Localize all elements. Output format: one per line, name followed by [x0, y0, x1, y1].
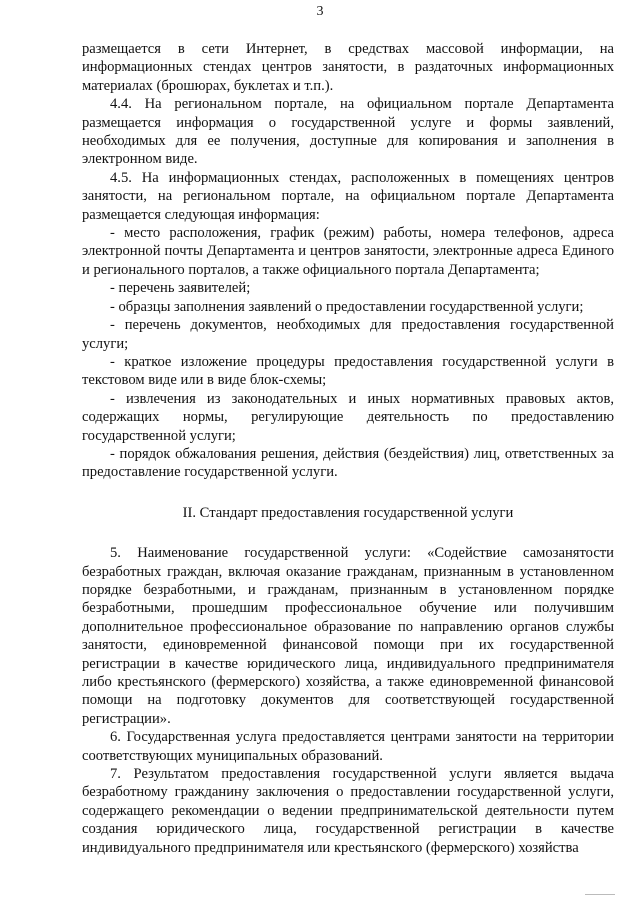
list-item-documents: - перечень документов, необходимых для предоставления государственной услуги;	[82, 317, 614, 352]
list-item-applicants: - перечень заявителей;	[110, 280, 251, 297]
paragraph-4-4: 4.4. На региональном портале, на официальном портале Департамента размещается информация о государственной услуге и формы заявлений, необходимых для ее получения, доступные для копирования и заполнения в электронном виде.	[82, 96, 614, 168]
list-item-procedure: - краткое изложение процедуры предоставления государственной услуги в текстовом виде или в виде блок-схемы;	[82, 353, 614, 389]
list-item-form-samples: - образцы заполнения заявлений о предоставлении государственной услуги;	[110, 298, 584, 315]
scan-mark	[585, 894, 615, 895]
paragraph-4-5: 4.5. На информационных стендах, расположенных в помещениях центров занятости, на региональном портале, на официальном портале Департамента размещается следующая информация:	[82, 169, 614, 223]
document-body	[82, 40, 614, 857]
section-heading: II. Стандарт предоставления государственной услуги	[182, 504, 514, 521]
list-item-location: - место расположения, график (режим) работы, номера телефонов, адреса электронной почты Департамента и центров занятости, электронные адреса Единого и регионального порталов, а также официального портала Департамента;	[82, 225, 614, 278]
paragraph-6: 6. Государственная услуга предоставляется центрами занятости на территории соответствующих муниципальных образований.	[82, 729, 614, 764]
paragraph-7: 7. Результатом предоставления государственной услуги является выдача безработному гражданину заключения о предоставлении государственной услуги, содержащего рекомендации о ведении предпринимательской деятельности путем создания юридического лица, государственной регистрации в качестве индивидуального предпринимателя или крестьянского (фермерского) хозяйства	[82, 766, 614, 856]
list-item-appeal-procedure: - порядок обжалования решения, действия (бездействия) лиц, ответственных за предоставление государственной услуги.	[82, 445, 614, 481]
paragraph-continuation: размещается в сети Интернет, в средствах массовой информации, на информационных стендах центров занятости, в раздаточных информационных материалах (брошюрах, буклетах и т.п.).	[82, 41, 614, 94]
paragraph-5: 5. Наименование государственной услуги: «Содействие самозанятости безработных граждан, включая оказание гражданам, признанным в установленном порядке безработными, и гражданам, признанным в установленном порядке безработными, прошедшим профессиональное обучение или получившим дополнительное профессиональное образование по направлению органов службы занятости, единовременной финансовой помощи при их государственной регистрации в качестве юридического лица, индивидуального предпринимателя либо крестьянского (фермерского) хозяйства, а также единовременной финансовой помощи на подготовку документов для соответствующей государственной регистрации».	[82, 545, 614, 727]
page-number: 3	[316, 4, 324, 19]
list-item-legal-extracts: - извлечения из законодательных и иных нормативных правовых актов, содержащих нормы, регулирующие деятельность по предоставлению государственной услуги;	[82, 390, 614, 444]
